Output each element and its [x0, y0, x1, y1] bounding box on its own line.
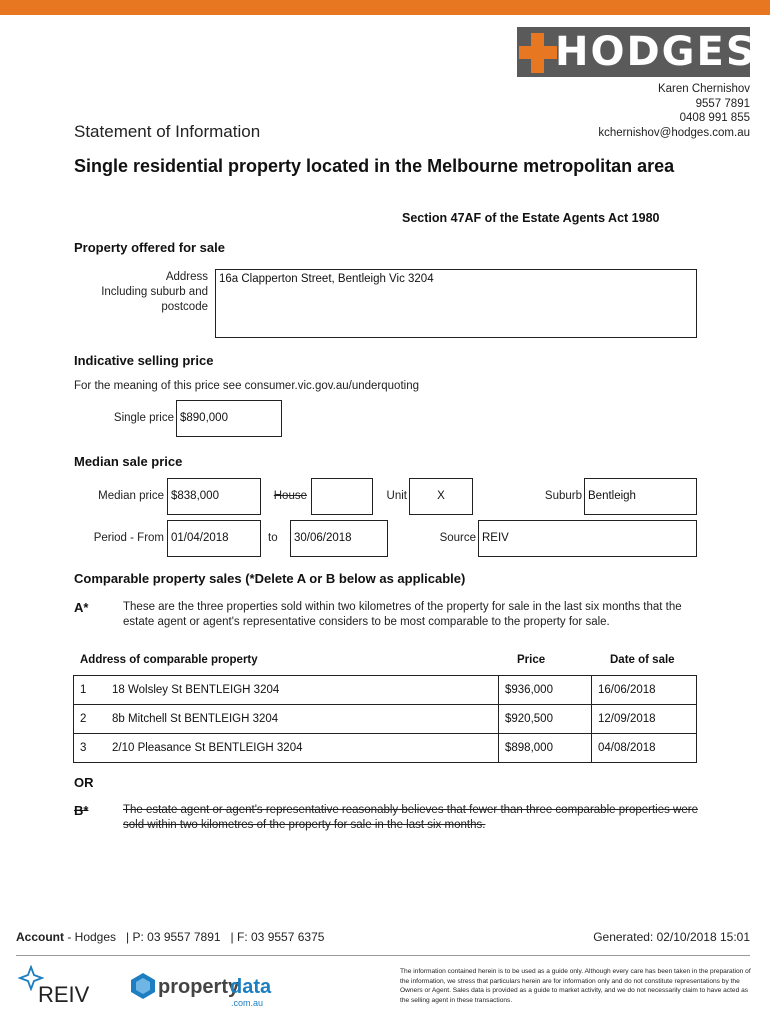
propertydata-text1: property	[158, 976, 240, 998]
disclaimer: The information contained herein is to be used as a guide only. Although every care has been taken in the preparation of the information, we stress that particulars herein are for information only and do not constitute representations by the Owners or Agent. Sales data is provided as a guide to market activity, and we do not necessarily claim to have acted as the selling agent in these transactions.	[400, 968, 751, 1004]
row-number: 1	[74, 676, 107, 705]
propertydata-text2: data	[230, 976, 272, 998]
suburb-field[interactable]: Bentleigh	[584, 478, 697, 515]
address-label: Address Including suburb and postcode	[101, 271, 208, 313]
row-address: 18 Wolsley St BENTLEIGH 3204	[106, 676, 499, 705]
section-ref: Section 47AF of the Estate Agents Act 1980	[402, 211, 660, 225]
account-label: Account	[16, 930, 64, 944]
row-address: 2/10 Pleasance St BENTLEIGH 3204	[106, 734, 499, 763]
col-price-header: Price	[517, 654, 546, 666]
row-address: 8b Mitchell St BENTLEIGH 3204	[106, 705, 499, 734]
footer-divider	[16, 955, 750, 956]
agent-name: Karen Chernishov	[657, 83, 750, 95]
doc-title: Statement of Information	[74, 122, 261, 141]
suburb-label: Suburb	[544, 490, 582, 502]
property-title: Property offered for sale	[74, 240, 225, 255]
logo-text: HODGES	[555, 29, 757, 75]
median-price-field[interactable]: $838,000	[167, 478, 261, 515]
account-details: - Hodges | P: 03 9557 7891 | F: 03 9557 6375	[64, 930, 325, 944]
row-price: $898,000	[499, 734, 592, 763]
option-a-label: A*	[74, 600, 89, 615]
median-title: Median sale price	[74, 454, 183, 469]
top-accent-bar	[0, 0, 770, 15]
single-price-field[interactable]: $890,000	[176, 400, 282, 437]
address-field[interactable]: 16a Clapperton Street, Bentleigh Vic 3204	[215, 269, 697, 338]
propertydata-icon	[130, 972, 156, 1000]
row-date: 04/08/2018	[592, 734, 697, 763]
period-label: Period - From	[93, 532, 164, 544]
option-b-label: B*	[74, 803, 89, 818]
indicative-title: Indicative selling price	[74, 353, 214, 368]
house-field[interactable]	[311, 478, 373, 515]
propertydata-logo	[130, 970, 270, 1010]
period-to-field[interactable]: 30/06/2018	[290, 520, 388, 557]
table-row	[74, 734, 697, 763]
comparable-title: Comparable property sales (*Delete A or B below as applicable)	[74, 571, 466, 586]
option-a-text: These are the three properties sold within two kilometres of the property for sale in the last six months that the estate agent or agent's representative considers to be most comparable to the property for sale.	[123, 601, 682, 628]
table-row	[74, 705, 697, 734]
row-date: 12/09/2018	[592, 705, 697, 734]
median-price-label: Median price	[98, 490, 164, 502]
agent-contact	[598, 82, 750, 140]
agent-email[interactable]: kchernishov@hodges.com.au	[598, 126, 750, 139]
row-number: 3	[74, 734, 107, 763]
footer-account	[16, 930, 324, 944]
reiv-logo	[18, 965, 98, 1007]
propertydata-sub: .com.au	[231, 998, 264, 1008]
unit-field[interactable]: X	[409, 478, 473, 515]
col-date-header: Date of sale	[610, 654, 675, 666]
comparable-table	[73, 675, 697, 763]
table-row	[74, 676, 697, 705]
page-heading: Single residential property located in the Melbourne metropolitan area	[74, 156, 675, 176]
row-date: 16/06/2018	[592, 676, 697, 705]
reiv-text: REIV	[38, 982, 90, 1007]
house-label: House	[273, 490, 307, 502]
row-price: $936,000	[499, 676, 592, 705]
single-price-label: Single price	[113, 412, 174, 424]
option-b-text: The estate agent or agent's representative reasonably believes that fewer than three comparable properties were sold within two kilometres of the property for sale in the last six months.	[123, 804, 698, 831]
plus-icon	[517, 27, 559, 77]
to-label: to	[268, 532, 278, 544]
row-price: $920,500	[499, 705, 592, 734]
period-from-field[interactable]: 01/04/2018	[167, 520, 261, 557]
source-field[interactable]: REIV	[478, 520, 697, 557]
or-label: OR	[74, 775, 94, 790]
col-address-header: Address of comparable property	[80, 654, 258, 666]
unit-label: Unit	[386, 490, 407, 502]
row-number: 2	[74, 705, 107, 734]
agent-phone: 9557 7891	[695, 97, 750, 110]
agent-mobile: 0408 991 855	[679, 112, 750, 124]
indicative-note: For the meaning of this price see consumer.vic.gov.au/underquoting	[74, 380, 419, 392]
source-label: Source	[439, 532, 476, 544]
hodges-logo	[517, 27, 757, 77]
generated-timestamp: Generated: 02/10/2018 15:01	[593, 930, 750, 944]
